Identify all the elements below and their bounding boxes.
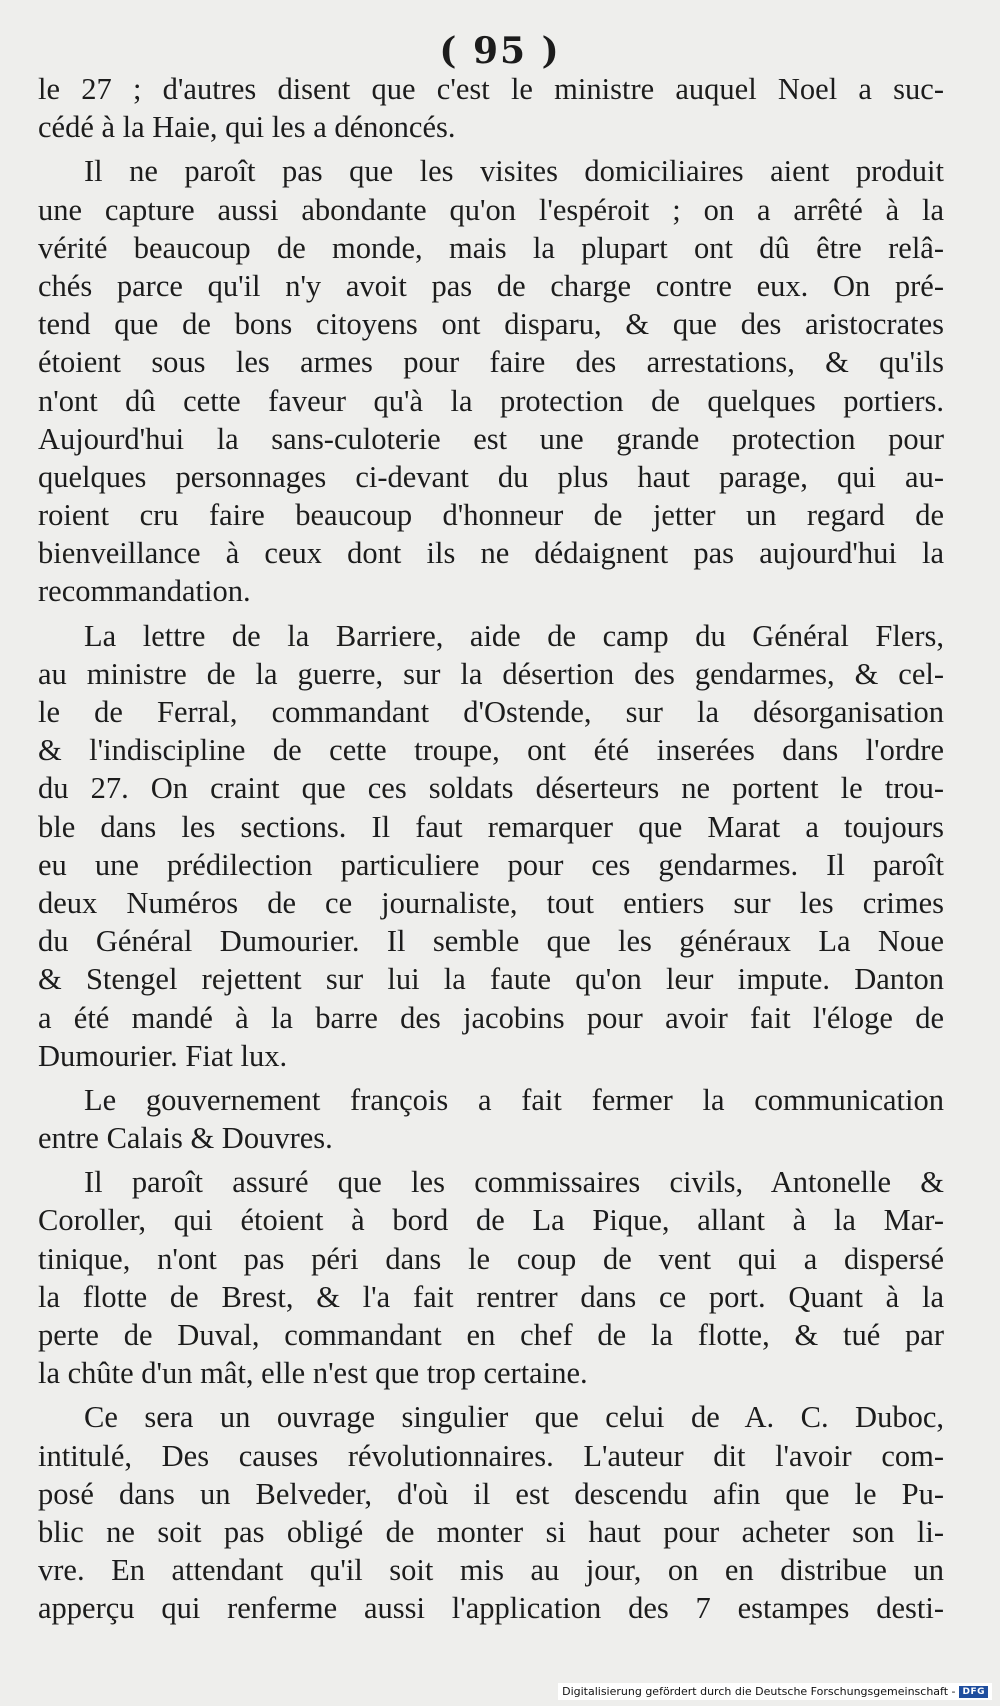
text-line: la chûte d'un mât, elle n'est que trop certaine. (38, 1356, 588, 1391)
text-line: au ministre de la guerre, sur la désertion des gendarmes, & cel- (38, 656, 944, 691)
text-line: étoient sous les armes pour faire des arrestations, & qu'ils (38, 345, 944, 380)
text-line: ble dans les sections. Il faut remarquer que Marat a toujours (38, 809, 944, 844)
text-line: une capture aussi abondante qu'on l'espéroit ; on a arrêté à la (38, 192, 944, 227)
text-line: du 27. On craint que ces soldats déserteurs ne portent le trou- (38, 771, 944, 806)
text-line: tinique, n'ont pas péri dans le coup de vent qui a dispersé (38, 1241, 944, 1276)
text-line: deux Numéros de ce journaliste, tout entiers sur les crimes (38, 885, 944, 920)
credit-text: Digitalisierung gefördert durch die Deutsche Forschungsgemeinschaft - (562, 1685, 956, 1698)
text-line: la flotte de Brest, & l'a fait rentrer dans ce port. Quant à la (38, 1279, 944, 1314)
text-line: le 27 ; d'autres disent que c'est le ministre auquel Noel a suc- (38, 72, 944, 106)
dfg-logo: DFG (959, 1686, 988, 1698)
text-line: chés parce qu'il n'y avoit pas de charge contre eux. On pré- (38, 268, 944, 303)
text-line: n'ont dû cette faveur qu'à la protection de quelques portiers. (38, 383, 944, 418)
text-line: roient cru faire beaucoup d'honneur de jetter un regard de (38, 498, 944, 533)
paragraph (38, 1163, 944, 1392)
text-line: cédé à la Haie, qui les a dénoncés. (38, 110, 456, 145)
page-number: ( 95 ) (439, 30, 561, 72)
text-line: Il paroît assuré que les commissaires civils, Antonelle & (84, 1165, 944, 1200)
text-line: Aujourd'hui la sans-culoterie est une grande protection pour (38, 421, 944, 456)
text-line: bienveillance à ceux dont ils ne dédaignent pas aujourd'hui la (38, 536, 944, 571)
text-line: eu une prédilection particuliere pour ces gendarmes. Il paroît (38, 847, 944, 882)
paragraph (38, 1081, 944, 1157)
text-line: Coroller, qui étoient à bord de La Pique, allant à la Mar- (38, 1203, 944, 1238)
body-text (38, 70, 944, 1634)
text-line: le de Ferral, commandant d'Ostende, sur la désorganisation (38, 695, 944, 729)
text-line: vérité beaucoup de monde, mais la plupart ont dû être relâ- (38, 230, 944, 265)
text-line: La lettre de la Barriere, aide de camp du Général Flers, (84, 618, 944, 653)
text-line: & Stengel rejettent sur lui la faute qu'on leur impute. Danton (38, 962, 944, 997)
text-line: vre. En attendant qu'il soit mis au jour, on en distribue un (38, 1553, 944, 1588)
paragraph (38, 1398, 944, 1627)
text-line: Ce sera un ouvrage singulier que celui de A. C. Duboc, (84, 1400, 944, 1435)
text-line: quelques personnages ci-devant du plus haut parage, qui au- (38, 459, 944, 494)
text-line: intitulé, Des causes révolutionnaires. L'auteur dit l'avoir com- (38, 1438, 944, 1473)
paragraph (38, 617, 944, 1075)
text-line: blic ne soit pas obligé de monter si haut pour acheter son li- (38, 1514, 944, 1549)
text-line: perte de Duval, commandant en chef de la flotte, & tué par (38, 1318, 944, 1352)
text-line: posé dans un Belveder, d'où il est descendu afin que le Pu- (38, 1476, 944, 1511)
text-line: apperçu qui renferme aussi l'application des 7 estampes desti- (38, 1591, 944, 1626)
paragraph (38, 70, 944, 146)
text-line: a été mandé à la barre des jacobins pour avoir fait l'éloge de (38, 1000, 944, 1035)
text-line: Il ne paroît pas que les visites domiciliaires aient produit (84, 154, 944, 189)
text-line: Le gouvernement françois a fait fermer la communication (84, 1082, 944, 1117)
text-line: du Général Dumourier. Il semble que les généraux La Noue (38, 924, 944, 959)
digitization-credit (558, 1683, 992, 1700)
text-line: recommandation. (38, 574, 251, 609)
text-line: & l'indiscipline de cette troupe, ont été inserées dans l'ordre (38, 733, 944, 768)
paragraph (38, 152, 944, 610)
text-line: tend que de bons citoyens ont disparu, & que des aristocrates (38, 307, 944, 342)
text-line: entre Calais & Douvres. (38, 1121, 333, 1156)
text-line: Dumourier. Fiat lux. (38, 1038, 288, 1073)
